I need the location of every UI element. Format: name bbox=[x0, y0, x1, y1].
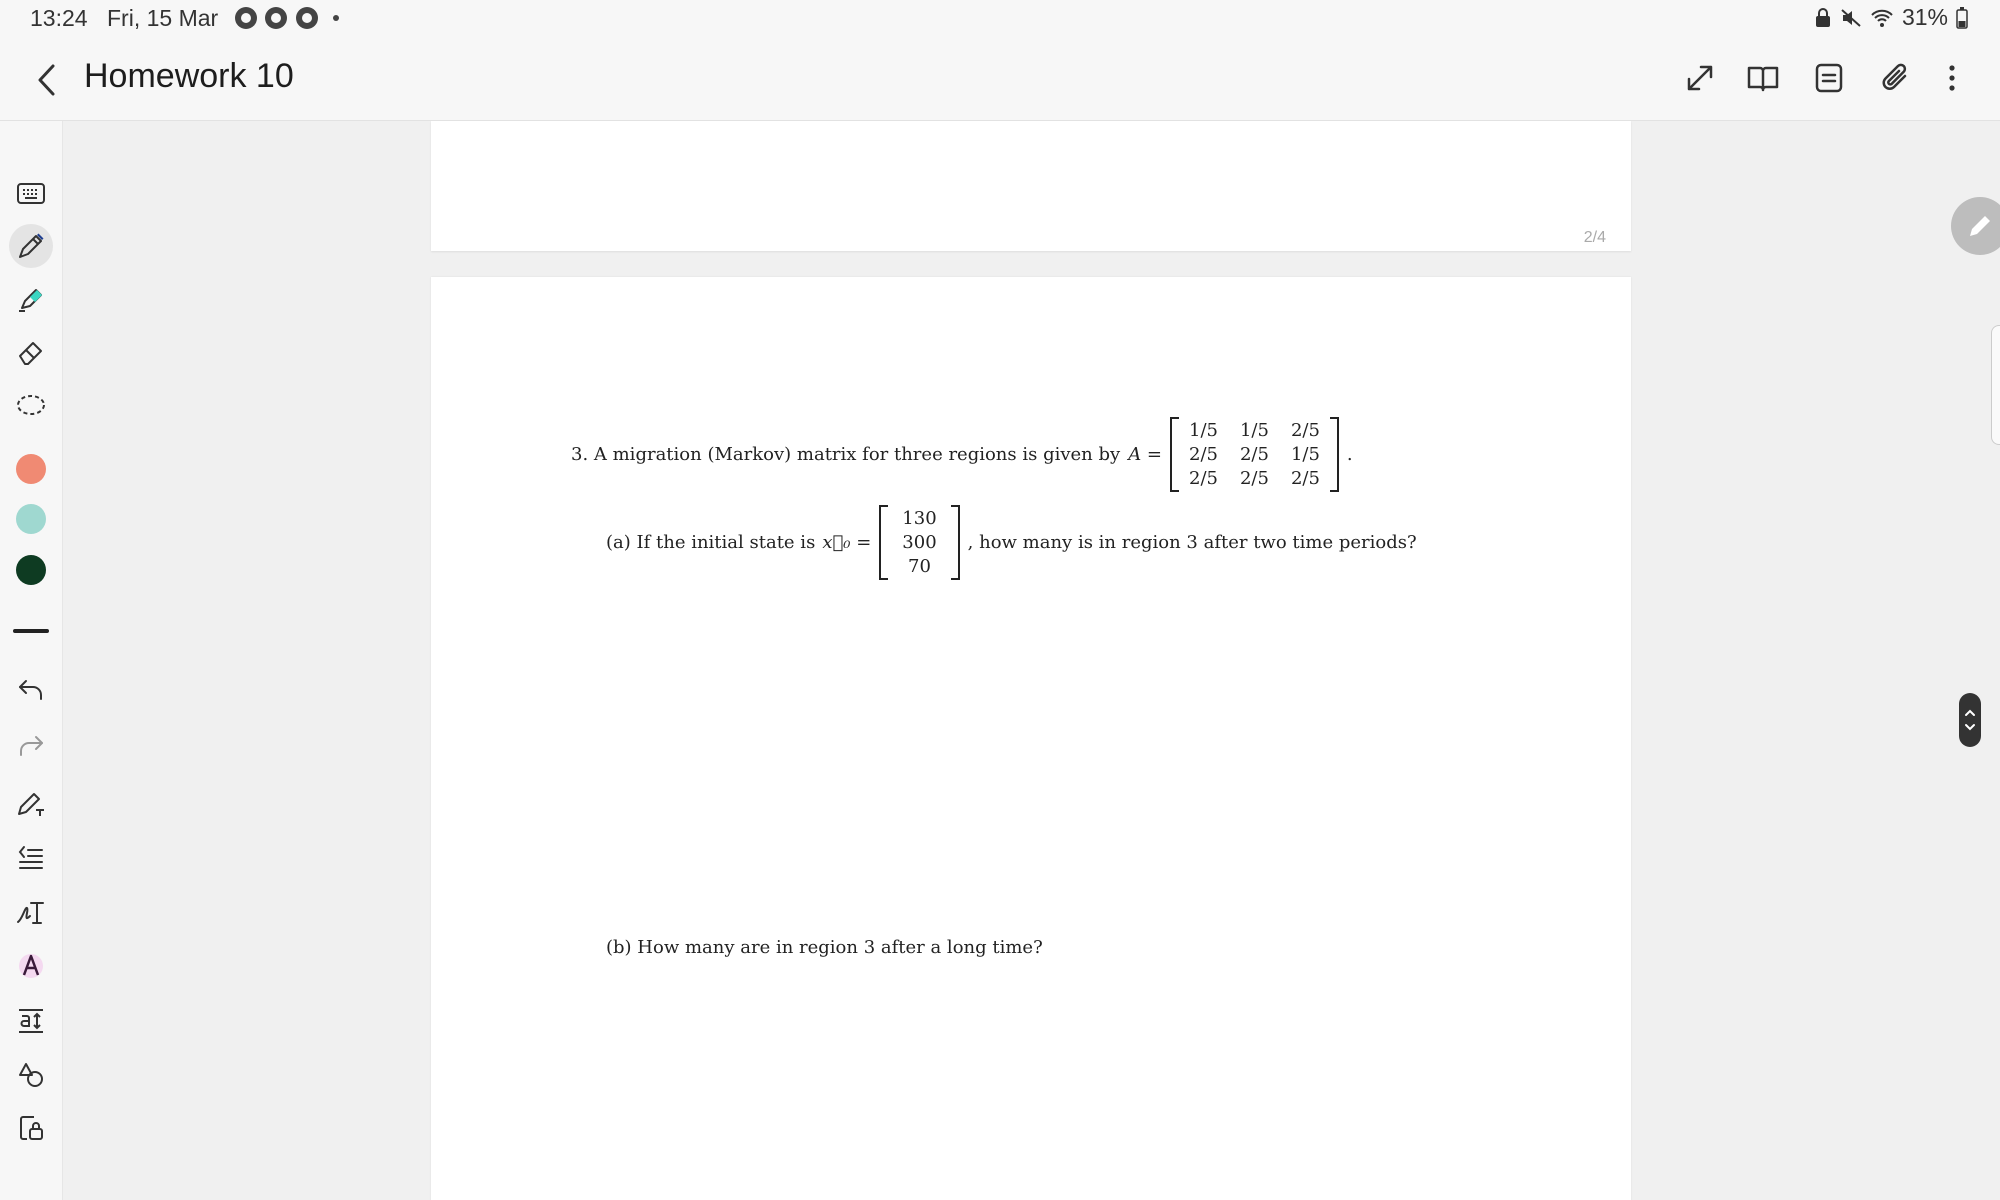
matrix-cell: 2/5 bbox=[1239, 444, 1269, 465]
drawing-toolbar bbox=[0, 121, 63, 1200]
scroll-arrows-icon bbox=[1959, 693, 1981, 747]
matrix-cell: 1/5 bbox=[1239, 420, 1269, 441]
eraser-icon bbox=[16, 337, 46, 367]
initial-state-vector bbox=[879, 505, 959, 580]
redo-button[interactable] bbox=[9, 724, 53, 768]
text-size-tool[interactable] bbox=[9, 998, 53, 1042]
eraser-tool[interactable] bbox=[9, 330, 53, 374]
matrix-cell: 2/5 bbox=[1239, 468, 1269, 489]
status-time: 13:24 bbox=[30, 5, 88, 31]
part-a bbox=[606, 505, 1417, 580]
text-style-tool[interactable] bbox=[9, 944, 53, 988]
part-b-text: (b) How many are in region 3 after a long time? bbox=[606, 937, 1043, 958]
statement-period: . bbox=[1346, 444, 1353, 465]
note-canvas[interactable] bbox=[63, 121, 2000, 1200]
wifi-icon bbox=[1870, 8, 1894, 28]
current-page[interactable] bbox=[431, 277, 1631, 1200]
page-layout-icon[interactable] bbox=[1811, 60, 1847, 96]
vector-label: x⃗₀ = bbox=[822, 532, 872, 553]
battery-percent: 31% bbox=[1901, 4, 1948, 30]
highlighter-icon bbox=[16, 284, 46, 314]
more-notifications-icon bbox=[333, 15, 339, 21]
matrix-label: A = bbox=[1128, 444, 1162, 465]
text-align-tool[interactable] bbox=[9, 836, 53, 880]
lock-status-icon bbox=[1814, 8, 1832, 28]
app-header bbox=[0, 38, 2000, 121]
matrix-cell: 2/5 bbox=[1189, 444, 1218, 465]
back-arrow-icon[interactable] bbox=[28, 60, 68, 100]
mute-icon bbox=[1840, 8, 1862, 28]
vector-cell: 70 bbox=[908, 556, 931, 577]
previous-page[interactable] bbox=[431, 121, 1631, 251]
status-bar bbox=[0, 0, 2000, 38]
color-swatch-coral[interactable] bbox=[16, 454, 46, 484]
matrix-cell: 1/5 bbox=[1290, 444, 1320, 465]
battery-icon bbox=[1956, 7, 1968, 29]
status-indicators bbox=[1814, 4, 1968, 31]
side-panel-handle[interactable] bbox=[1991, 325, 2000, 445]
matrix-cell: 2/5 bbox=[1189, 468, 1218, 489]
shapes-icon bbox=[16, 1059, 46, 1089]
text-size-icon bbox=[16, 1005, 46, 1035]
problem-statement bbox=[571, 417, 1353, 492]
note-title: Homework 10 bbox=[84, 57, 294, 95]
vector-cell: 130 bbox=[902, 508, 937, 529]
shapes-tool[interactable] bbox=[9, 1052, 53, 1096]
fountain-pen-icon bbox=[16, 231, 46, 261]
color-swatch-mint[interactable] bbox=[16, 504, 46, 534]
page-lock-icon bbox=[16, 1113, 46, 1143]
book-view-icon[interactable] bbox=[1745, 60, 1781, 96]
floating-pen-button[interactable] bbox=[1951, 197, 2000, 255]
pencil-icon bbox=[1965, 211, 1995, 241]
pen-to-text-icon bbox=[16, 788, 46, 818]
problem-intro: 3. A migration (Markov) matrix for three regions is given by bbox=[571, 444, 1121, 465]
pen-thickness-indicator[interactable] bbox=[13, 629, 49, 633]
matrix-entries bbox=[1179, 417, 1330, 492]
part-a-suffix: , how many is in region 3 after two time periods? bbox=[967, 532, 1417, 553]
lasso-icon bbox=[15, 390, 47, 420]
chrome-notification-icon bbox=[265, 7, 287, 29]
part-a-prefix: (a) If the initial state is bbox=[606, 532, 816, 553]
more-options-icon[interactable] bbox=[1934, 60, 1970, 96]
pen-tool[interactable] bbox=[9, 224, 53, 268]
redo-icon bbox=[16, 731, 46, 761]
lock-page-tool[interactable] bbox=[9, 1106, 53, 1150]
undo-button[interactable] bbox=[9, 668, 53, 712]
fullscreen-icon[interactable] bbox=[1682, 60, 1718, 96]
part-b bbox=[606, 937, 1043, 958]
handwriting-text-icon bbox=[16, 897, 46, 927]
vector-entries bbox=[888, 505, 950, 580]
attach-icon[interactable] bbox=[1877, 60, 1913, 96]
matrix-cell: 2/5 bbox=[1290, 468, 1320, 489]
keyboard-icon bbox=[16, 178, 46, 208]
vector-cell: 300 bbox=[902, 532, 937, 553]
chrome-notification-icon bbox=[235, 7, 257, 29]
matrix-cell: 2/5 bbox=[1290, 420, 1320, 441]
keyboard-tool[interactable] bbox=[9, 171, 53, 215]
text-style-icon bbox=[16, 951, 46, 981]
page-scroll-handle[interactable] bbox=[1959, 693, 1981, 747]
matrix-cell: 1/5 bbox=[1189, 420, 1218, 441]
text-align-icon bbox=[16, 843, 46, 873]
status-date: Fri, 15 Mar bbox=[107, 5, 219, 31]
handwriting-text-tool[interactable] bbox=[9, 890, 53, 934]
undo-icon bbox=[16, 675, 46, 705]
migration-matrix bbox=[1170, 417, 1339, 492]
lasso-select-tool[interactable] bbox=[9, 383, 53, 427]
chrome-notification-icon bbox=[296, 7, 318, 29]
pen-to-text-tool[interactable] bbox=[9, 781, 53, 825]
highlighter-tool[interactable] bbox=[9, 277, 53, 321]
page-number: 2/4 bbox=[1583, 229, 1606, 246]
color-swatch-dark-green[interactable] bbox=[16, 555, 46, 585]
